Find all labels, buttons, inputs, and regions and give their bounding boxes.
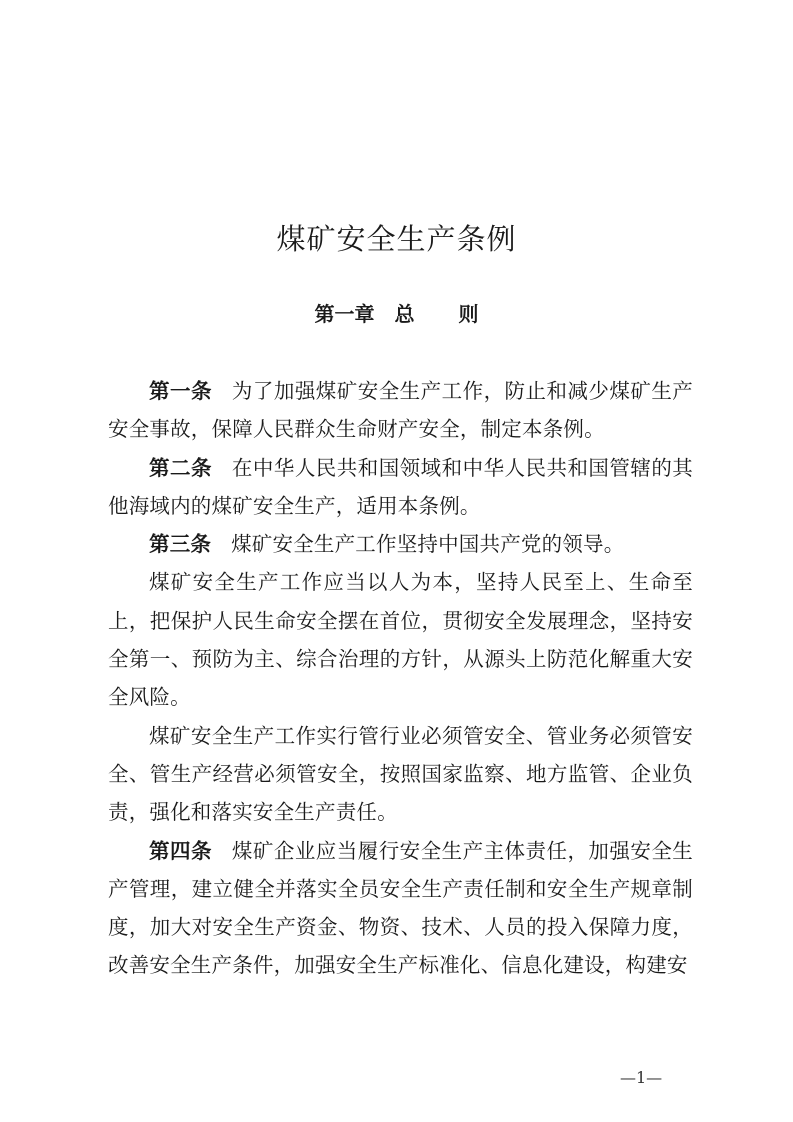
article-label: 第四条 [149, 838, 212, 863]
paragraph-text: 在中华人民共和国领域和中华人民共和国管辖的其他海域内的煤矿安全生产，适用本条例。 [108, 455, 693, 518]
paragraph-text: 为了加强煤矿安全生产工作，防止和减少煤矿生产安全事故，保障人民群众生命财产安全，制定本条例。 [108, 379, 693, 442]
paragraph-text: 煤矿企业应当履行安全生产主体责任，加强安全生产管理，建立健全并落实全员安全生产责任制和安全生产规章制度，加大对安全生产资金、物资、技术、人员的投入保障力度，改善安全生产条件，加强安全生产标准化、信息化建设，构建安 [108, 838, 693, 978]
chapter-name-part2: 则 [458, 302, 479, 326]
chapter-name-part1: 总 [394, 302, 415, 326]
page-number: —1— [620, 1068, 663, 1087]
paragraph-article-2 [108, 449, 693, 526]
document-body [108, 372, 693, 985]
chapter-number: 第一章 [314, 302, 375, 326]
paragraph-text: 煤矿安全生产工作实行管行业必须管安全、管业务必须管安全、管生产经营必须管安全，按照国家监察、地方监管、企业负责，强化和落实安全生产责任。 [108, 723, 693, 825]
paragraph-article-3-cont-1 [108, 563, 693, 716]
chapter-heading [0, 298, 793, 327]
paragraph-article-3-cont-2 [108, 717, 693, 832]
paragraph-text: 煤矿安全生产工作应当以人为本，坚持人民至上、生命至上，把保护人民生命安全摆在首位，贯彻安全发展理念，坚持安全第一、预防为主、综合治理的方针，从源头上防范化解重大安全风险。 [108, 570, 693, 710]
paragraph-article-1 [108, 372, 693, 449]
article-label: 第三条 [149, 532, 212, 557]
article-label: 第二条 [149, 455, 212, 480]
article-label: 第一条 [149, 379, 212, 403]
paragraph-article-4 [108, 832, 693, 985]
document-title: 煤矿安全生产条例 [276, 222, 517, 256]
paragraph-article-3 [108, 525, 693, 563]
paragraph-text: 煤矿安全生产工作坚持中国共产党的领导。 [231, 532, 625, 557]
